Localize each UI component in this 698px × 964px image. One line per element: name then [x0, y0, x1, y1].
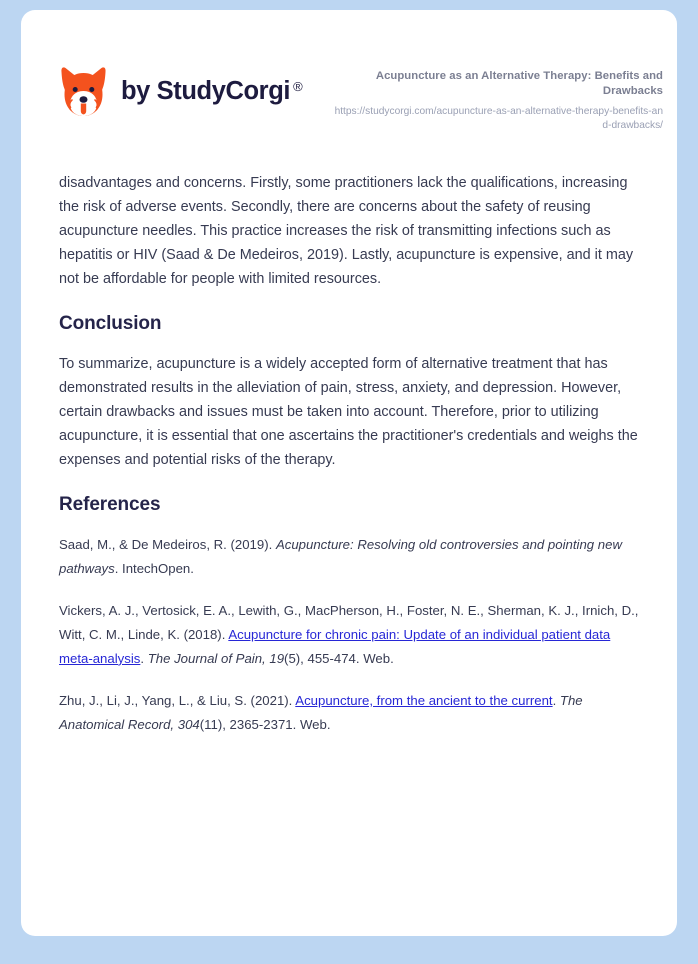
document-title: Acupuncture as an Alternative Therapy: Benefits and Drawbacks	[375, 70, 663, 97]
document-body	[21, 171, 677, 737]
conclusion-paragraph: To summarize, acupuncture is a widely accepted form of alternative treatment that has demonstrated results in the alleviation of pain, stress, anxiety, and depression. However, certain drawbacks and issues must be taken into account. Therefore, prior to utilizing acupuncture, it is essential that one ascertains the practitioner's credentials and weighs the expenses and potential risks of the therapy.	[59, 356, 638, 469]
header-document-meta	[333, 62, 663, 132]
reference-title-link[interactable]: Acupuncture for chronic pain: Update of an individual patient data meta-analysis	[59, 626, 611, 666]
conclusion-heading: Conclusion	[59, 313, 162, 335]
registered-trademark-icon: ®	[293, 79, 303, 95]
references-list	[59, 533, 639, 737]
intro-paragraph: disadvantages and concerns. Firstly, some practitioners lack the qualifications, increasing the risk of adverse events. Secondly, there are concerns about the safety of reusing acupuncture needles. This practice increases the risk of transmitting infections such as hepatitis or HIV (Saad & De Medeiros, 2019). Lastly, acupuncture is expensive, and it may not be affordable for people with limited resources.	[59, 175, 634, 288]
reference-item: Saad, M., & De Medeiros, R. (2019). Acupuncture: Resolving old controversies and pointing new pathways. IntechOpen.	[59, 536, 622, 576]
reference-title-link[interactable]: Acupuncture, from the ancient to the current	[295, 692, 553, 708]
corgi-face-logo-icon	[59, 66, 108, 118]
document-source-url[interactable]: https://studycorgi.com/acupuncture-as-an-alternative-therapy-benefits-and-drawbacks/	[334, 105, 663, 131]
brand-logo-group[interactable]	[59, 62, 302, 118]
document-page-card	[21, 10, 677, 936]
brand-wordmark	[121, 79, 302, 105]
references-heading: References	[59, 494, 161, 516]
reference-item: Vickers, A. J., Vertosick, E. A., Lewith, G., MacPherson, H., Foster, N. E., Sherman, K. J., Irnich, D., Witt, C. M., Linde, K. (2018). Acupuncture for chronic pain: Update of an individual patient data meta-analysis. The Journal of Pain, 19(5), 455-474. Web.	[59, 602, 639, 666]
reference-title-italic: Acupuncture: Resolving old controversies and pointing new pathways	[59, 536, 622, 576]
document-header	[21, 10, 677, 132]
reference-journal-italic: The Anatomical Record, 304	[59, 692, 583, 732]
reference-item: Zhu, J., Li, J., Yang, L., & Liu, S. (2021). Acupuncture, from the ancient to the current. The Anatomical Record, 304(11), 2365-2371. Web.	[59, 692, 583, 732]
reference-journal-italic: The Journal of Pain, 19	[147, 650, 285, 666]
brand-name-text: by StudyCorgi	[121, 77, 291, 106]
